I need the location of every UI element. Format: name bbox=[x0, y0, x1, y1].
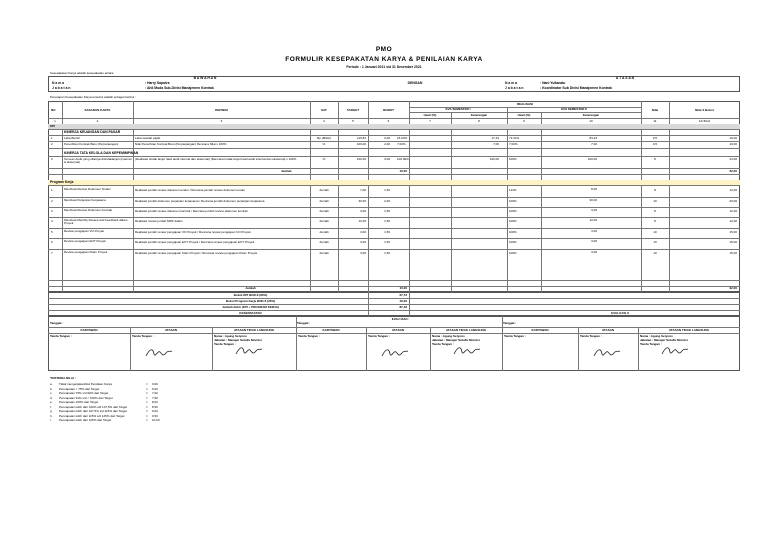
row-ket2: 7,00 bbox=[591, 142, 597, 146]
summary-akhir-value: 87,18 bbox=[399, 305, 407, 309]
header-bobot: BOBOT bbox=[383, 108, 394, 112]
header-nilai-bobot: Nilai X Bobot bbox=[695, 108, 714, 112]
row-bobot: 1,50 bbox=[384, 240, 390, 244]
dengan-label: DENGAN bbox=[407, 81, 423, 85]
kriteria-eq: = bbox=[146, 409, 148, 413]
row-ket2: 100,00 bbox=[587, 157, 597, 161]
header-nilai: Nilai bbox=[651, 108, 659, 112]
atasan-heading: A T A S A N bbox=[615, 76, 635, 80]
row-hasil2: 114% bbox=[509, 188, 517, 192]
kriteria-value: 8,50 bbox=[152, 404, 158, 409]
kriteria-eq: = bbox=[146, 382, 148, 386]
kesepakatan-label: KESEPAKATAN bbox=[239, 311, 262, 315]
form-title: FORMULIR KESEPAKATAN KARYA & PENILAIAN KARYA bbox=[285, 56, 483, 63]
tanda-tangan-karyawan: Tanda Tangan : bbox=[298, 334, 320, 338]
row-sasaran: Laba Bersih bbox=[64, 136, 81, 140]
group-tata-kelola: KINERJA TATA KELOLA DAN KEPEMIMPINAN bbox=[64, 151, 139, 155]
header-hasil2: Hasil (%) bbox=[517, 113, 531, 117]
karyawan-label: KARYAWAN bbox=[322, 328, 340, 332]
tanggal-2: Tanggal : bbox=[297, 321, 311, 325]
signature-atasan-tidak-langsung bbox=[660, 344, 690, 358]
row-sat: % bbox=[322, 142, 326, 146]
kriteria-text: Tidak mengerjakan/Ikut Penilaian Karya bbox=[59, 382, 112, 386]
row-sasaran: Review pengajuan Klaim Proyek bbox=[64, 250, 108, 254]
row-sat: Jumlah bbox=[319, 188, 329, 192]
tanda-tangan-atasan: Tanda Tangan : bbox=[580, 334, 602, 338]
evaluasi1-label: EVALUASI I bbox=[391, 317, 409, 321]
row-ket2: 3,00 bbox=[591, 239, 597, 243]
row-hasil2: 71,01% bbox=[509, 136, 520, 140]
summary-akhir-label: Jumlah Akhir (KPI + PROGRAM KERJA) bbox=[222, 305, 279, 309]
row-sasaran: Review pengajuan EOT Proyek bbox=[64, 239, 106, 243]
colnum: 4 bbox=[323, 119, 325, 123]
kriteria-value: 0,00 bbox=[152, 382, 158, 386]
row-nilai: 10 bbox=[653, 240, 657, 244]
row-bobot: 1,50 bbox=[384, 230, 390, 234]
row-definisi: Nilai Penerbitan Kontrak Baru (Perpanjangan) Rencana Nilai x 100% bbox=[135, 142, 227, 146]
tanda-tangan-karyawan: Tanda Tangan : bbox=[504, 334, 526, 338]
signature-atasan bbox=[592, 346, 622, 360]
atasan-tidak-langsung-label: ATASAN TIDAK LANGSUNG bbox=[668, 328, 710, 332]
atasan-tidak-langsung-label: ATASAN TIDAK LANGSUNG bbox=[233, 328, 275, 332]
row-sat: Rp (Miliar) bbox=[317, 136, 331, 140]
summary-jumlah-nb: 92,00 bbox=[729, 286, 737, 290]
row-nilai: 10 bbox=[653, 251, 657, 255]
row-nilai-bobot: 15,00 bbox=[729, 240, 737, 244]
row-nilai-bobot: 15,00 bbox=[729, 230, 737, 234]
row-no: 3 bbox=[51, 157, 53, 161]
summary-program-label: Bobot Program Kerja BOD-6 (20%) bbox=[225, 299, 276, 303]
row-nilai-bobot: 20,00 bbox=[729, 199, 737, 203]
kriteria-key: b. bbox=[50, 386, 53, 391]
summary-jumlah-label: Jumlah bbox=[245, 286, 256, 290]
signature-atasan-tidak-langsung bbox=[234, 344, 264, 358]
header-hasil1: Hasil (%) bbox=[423, 113, 437, 117]
row-sasaran: Membuat Review Dokumen Kontrak bbox=[64, 208, 113, 212]
row-no: 6 bbox=[51, 240, 53, 244]
bawahan-heading: B A W A H A N bbox=[193, 76, 217, 80]
colnum: 6 bbox=[387, 119, 390, 123]
kriteria-key: f. bbox=[50, 404, 52, 409]
atasan-label: ATASAN bbox=[601, 328, 615, 332]
row-nilai: 9,5 bbox=[652, 142, 658, 146]
kriteria-value: 9,00 bbox=[152, 409, 158, 413]
row-target: 3,00 bbox=[360, 251, 366, 255]
page-title: PMO bbox=[375, 46, 393, 53]
row-sat: Jumlah bbox=[319, 230, 329, 234]
colnum: 5 bbox=[352, 119, 354, 123]
row-no: 3 bbox=[51, 209, 53, 213]
row-ket1: 7,00 bbox=[493, 142, 499, 146]
summary-program-value: 46,29 bbox=[399, 299, 407, 303]
row-bobot: 1,50 bbox=[384, 251, 390, 255]
row-bobot: 1,50 bbox=[384, 188, 390, 192]
row-sat: Jumlah bbox=[319, 251, 329, 255]
kriteria-eq: = bbox=[146, 400, 148, 404]
kriteria-key: d. bbox=[50, 395, 53, 400]
row-hasil1: 7,00% bbox=[397, 142, 406, 146]
colnum: 2 bbox=[96, 119, 99, 123]
row-bobot: 2,00 bbox=[384, 199, 390, 203]
kriteria-text: Pencapaian lebih dari 100% s/d 107,5% dari Target bbox=[59, 404, 128, 409]
atl-ttd: Tanda Tangan : bbox=[432, 342, 454, 346]
row-definisi: Laba setelah pajak bbox=[135, 136, 161, 140]
row-bobot: 2,00 bbox=[384, 142, 390, 146]
row-sasaran: Membuat Review Dokumen Tender bbox=[64, 187, 111, 191]
row-sasaran: Membuat Perjanjian Kerjasama bbox=[64, 198, 106, 202]
bawahan-nama: : Harry Saputra bbox=[145, 81, 170, 85]
row-hasil2: 100% bbox=[509, 230, 517, 234]
row-no: 2 bbox=[51, 142, 53, 146]
tanda-tangan-atasan: Tanda Tangan : bbox=[132, 334, 154, 338]
jumlah-a-nb: 62,00 bbox=[729, 169, 737, 173]
kriteria-title: *KRITERIA NILAI : bbox=[50, 376, 76, 380]
kriteria-key: c. bbox=[50, 391, 53, 395]
colnum: 1 bbox=[54, 119, 56, 123]
bawahan-jabatan-label: J a b a t a n bbox=[52, 86, 71, 90]
row-nilai: 9,5 bbox=[652, 136, 658, 140]
tanggal-3: Tanggal : bbox=[503, 321, 517, 325]
summary-kpi-label: Bobot KPI BOD-6 (80%) bbox=[233, 293, 268, 297]
row-no: 1 bbox=[51, 136, 53, 140]
atl-jabatan: Jabatan : Manajer Subdiv Monitor bbox=[214, 338, 263, 342]
kriteria-text: Pencapaian < 75% dari Target bbox=[59, 386, 100, 391]
row-target: 7,00 bbox=[360, 188, 366, 192]
row-sat: Jumlah bbox=[319, 199, 329, 203]
kpi-section-label: KPI bbox=[50, 124, 56, 128]
row-nilai-bobot: 12,00 bbox=[729, 209, 737, 213]
kriteria-value: 7,50 bbox=[152, 395, 158, 400]
row-ket2: 84,23 bbox=[589, 136, 597, 140]
kriteria-value: 6,00 bbox=[152, 386, 158, 391]
header-no: NO bbox=[51, 108, 56, 112]
row-definisi: Realisasi jumlah review pengajuan Klaim Proyek / Rencana review pengajuan Klaim Proyek bbox=[135, 251, 258, 255]
intro-text: Kesepakatan Karya adalah kesepakatan antara: bbox=[50, 71, 115, 75]
row-nilai: 8 bbox=[654, 188, 656, 192]
row-target: 3,00 bbox=[360, 209, 366, 213]
signature-atasan-tidak-langsung bbox=[452, 344, 482, 358]
row-ket2: 12,00 bbox=[589, 218, 597, 222]
header-target: TARGET bbox=[346, 108, 360, 112]
kriteria-key: g. bbox=[50, 409, 53, 413]
row-hasil2: 100% bbox=[509, 157, 517, 161]
period: Periode : 1 Januari 2021 s/d 31 Desember 2021 bbox=[346, 65, 422, 69]
row-bobot: 3,00 bbox=[384, 157, 390, 161]
row-sasaran: Penerbitan Kontrak Baru (Perpanjangan) bbox=[64, 142, 119, 146]
atl-jabatan: Jabatan : Manajer Subdiv Monitor bbox=[640, 338, 689, 342]
group-keuangan: KINERJA KEUANGAN DAN PASAR bbox=[64, 130, 121, 134]
atasan-jabatan-label: J a b a t a n bbox=[505, 86, 524, 90]
header-definisi: DEFINISI bbox=[215, 108, 228, 112]
atl-nama: Nama : Agung Setyono bbox=[432, 334, 465, 338]
row-hasil2: 7,00% bbox=[509, 142, 518, 146]
row-ket1: 17,43 bbox=[491, 136, 499, 140]
kriteria-eq: = bbox=[146, 395, 148, 400]
kriteria-eq: = bbox=[146, 386, 148, 391]
program-section-label: Program Kerja bbox=[50, 180, 74, 184]
row-no: 1 bbox=[51, 188, 53, 192]
row-ket2: 3,00 bbox=[591, 250, 597, 254]
karyawan-label: KARYAWAN bbox=[531, 328, 549, 332]
row-bobot: 1,50 bbox=[384, 219, 390, 223]
row-no: 5 bbox=[51, 230, 53, 234]
kriteria-value: 9,50 bbox=[152, 413, 158, 418]
row-target: 119,84 bbox=[357, 136, 366, 140]
row-no: 2 bbox=[51, 199, 53, 203]
row-sat: Jumlah bbox=[319, 240, 329, 244]
kriteria-text: Pencapaian 91% s/d < 100% dari Target bbox=[59, 395, 113, 400]
row-nilai: 10 bbox=[653, 199, 657, 203]
colnum: 11 bbox=[653, 119, 657, 123]
row-target: 100,00 bbox=[356, 157, 366, 161]
karyawan-label: KARYAWAN bbox=[80, 328, 98, 332]
signature-atasan bbox=[380, 346, 410, 360]
row-sasaran: Temuan Audit yang sifatnya ditindaklanjuti (internal & eksternal) bbox=[64, 157, 132, 165]
row-nilai: 8 bbox=[654, 209, 656, 213]
atasan-jabatan: : Koordinator Sub Divisi Manajemen Kontrak bbox=[540, 86, 612, 90]
tanggal-1: Tanggal : bbox=[50, 321, 64, 325]
note-text: Penetapan Kesepakatan Karya tersebut adalah sebagai berikut : bbox=[50, 95, 136, 99]
row-hasil1: 16,63% bbox=[397, 136, 408, 140]
row-hasil2: 100% bbox=[509, 240, 517, 244]
header-sat: SAT bbox=[321, 108, 327, 112]
row-hasil2: 100% bbox=[509, 251, 517, 255]
kriteria-text: Pencapaian 100% dari Target bbox=[59, 400, 99, 404]
summary-kpi-value: 67,73 bbox=[399, 293, 407, 297]
signature-block bbox=[48, 316, 740, 371]
atl-ttd: Tanda Tangan : bbox=[640, 342, 662, 346]
kriteria-value: 8,00 bbox=[152, 400, 158, 404]
atl-nama: Nama : Agung Setyono bbox=[640, 334, 673, 338]
row-nilai-bobot: 12,00 bbox=[729, 219, 737, 223]
kriteria-value: 10,00 bbox=[152, 418, 160, 422]
row-target: 3,00 bbox=[360, 240, 366, 244]
atasan-label: ATASAN bbox=[164, 328, 178, 332]
colnum: 10 bbox=[589, 119, 593, 123]
kriteria-eq: = bbox=[146, 413, 148, 418]
row-definisi: Realisasi jumlah review dokumen kontrak / Rencana jumlah review dokumen kontrak bbox=[135, 209, 248, 213]
jumlah-a-bobot: 10,00 bbox=[399, 169, 407, 173]
atasan-label: ATASAN bbox=[391, 328, 405, 332]
row-no: 4 bbox=[51, 219, 53, 223]
kriteria-text: Pencapaian lebih dari 107,5% s/d 115% dari Target bbox=[59, 409, 127, 413]
header-sasaran: SASARAN KARYA bbox=[84, 108, 111, 112]
colnum: 3 bbox=[220, 119, 223, 123]
row-nilai: 8 bbox=[654, 157, 656, 161]
row-hasil2: 100% bbox=[509, 219, 517, 223]
header-evs1: EVS SEMESTER I bbox=[445, 107, 471, 111]
row-sasaran: Review pengajuan VO Proyek bbox=[64, 229, 105, 233]
row-ket2: 8,00 bbox=[591, 187, 597, 191]
atl-jabatan: Jabatan : Manajer Subdiv Monitor bbox=[432, 338, 481, 342]
kriteria-text: Pencapaian lebih dari 115% s/d 125% dari Target bbox=[59, 413, 125, 418]
kriteria-key: h. bbox=[50, 413, 53, 418]
row-hasil1: 100,00% bbox=[397, 157, 409, 161]
atl-ttd: Tanda Tangan : bbox=[214, 342, 236, 346]
tanda-tangan-karyawan: Tanda Tangan : bbox=[50, 334, 72, 338]
kriteria-text: Pencapaian 75% s/d 90% dari Target bbox=[59, 391, 109, 395]
kriteria-eq: = bbox=[146, 404, 148, 409]
kriteria-eq: = bbox=[146, 418, 148, 422]
row-hasil2: 100% bbox=[509, 199, 517, 203]
row-definisi: (Realisasi tindak lanjut hasil audit internal dan eksternal) (Rencana tindak lanjut hasil audit internal dan eksternal) x 100% bbox=[135, 157, 297, 161]
evaluasi2-label: EVALUASI II bbox=[611, 311, 629, 315]
kriteria-key: e. bbox=[50, 400, 53, 404]
row-nilai-bobot: 15,00 bbox=[729, 251, 737, 255]
row-nilai: 8 bbox=[654, 219, 656, 223]
kriteria-key: a. bbox=[50, 382, 53, 386]
header-realisasi: REALISASI bbox=[516, 102, 533, 106]
colnum: 12=8x11 bbox=[698, 119, 711, 123]
row-no: 7 bbox=[51, 251, 53, 255]
row-bobot: 2,00 bbox=[384, 136, 390, 140]
header-evs2: EVS SEMESTER II bbox=[561, 107, 587, 111]
row-bobot: 1,50 bbox=[384, 209, 390, 213]
jumlah-a-label: Jumlah bbox=[281, 169, 292, 173]
row-target: 30,00 bbox=[358, 199, 366, 203]
row-sat: % bbox=[322, 157, 326, 161]
atl-nama: Nama : Agung Setyono bbox=[214, 334, 247, 338]
kriteria-value: 7,00 bbox=[152, 391, 158, 395]
row-definisi: Realisasi jumlah review pengajuan EOT Proyek / Rencana review pengajuan EOT Proyek bbox=[135, 240, 255, 244]
header-ket1: Keterangan bbox=[470, 113, 488, 117]
colnum: 7 bbox=[429, 119, 431, 123]
signature-atasan bbox=[144, 346, 174, 360]
row-nilai-bobot: 19,00 bbox=[729, 142, 737, 146]
row-ket2: 3,00 bbox=[591, 229, 597, 233]
row-nilai-bobot: 24,00 bbox=[729, 157, 737, 161]
atasan-nama: : Nani Yulianatu bbox=[540, 81, 566, 85]
row-nilai-bobot: 12,00 bbox=[729, 188, 737, 192]
kriteria-text: Pencapaian lebih dari 125% dari Target bbox=[59, 418, 112, 422]
row-target: 12,00 bbox=[358, 219, 366, 223]
atasan-tidak-langsung-label: ATASAN TIDAK LANGSUNG bbox=[445, 328, 487, 332]
row-sasaran: Membuat Monthly Review and Feedback dalam Proyek bbox=[64, 218, 128, 226]
summary-jumlah-value: 10,00 bbox=[399, 286, 407, 290]
row-definisi: Realisasi jumlah review pengajuan VO Proyek / Rencana review pengajuan VO Proyek bbox=[135, 230, 251, 234]
row-nilai: 10 bbox=[653, 230, 657, 234]
kriteria-eq: = bbox=[146, 391, 148, 395]
atasan-nama-label: N a m a bbox=[505, 81, 518, 85]
row-sat: Jumlah bbox=[319, 209, 329, 213]
row-nilai-bobot: 19,00 bbox=[729, 136, 737, 140]
row-target: 3,00 bbox=[360, 230, 366, 234]
colnum: 8 bbox=[478, 119, 480, 123]
header-ket2: Keterangan bbox=[582, 113, 600, 117]
row-definisi: Realisasi jumlah review dokumen tender / Rencana jumlah review dokumen tender bbox=[135, 188, 246, 192]
kriteria-key: i. bbox=[50, 418, 52, 422]
tanda-tangan-atasan: Tanda Tangan : bbox=[368, 334, 390, 338]
row-ket1: 100,00 bbox=[489, 157, 499, 161]
bawahan-nama-label: N a m a bbox=[52, 81, 65, 85]
bawahan-jabatan: : Ahli Muda Sub-Divisi Manajemen Kontrak bbox=[145, 86, 214, 90]
row-ket2: 3,00 bbox=[591, 208, 597, 212]
row-target: 100,00 bbox=[356, 142, 366, 146]
row-definisi: Realisasi jumlah dokumen perjanjian kerjasama / Rencana jumlah dokumen perjanjian kerjasama bbox=[135, 199, 265, 203]
row-definisi: Realisasi review jumlah MRF dalam bbox=[135, 219, 183, 223]
colnum: 9 bbox=[523, 119, 525, 123]
row-hasil2: 100% bbox=[509, 209, 517, 213]
row-sat: Jumlah bbox=[319, 219, 329, 223]
row-ket2: 30,00 bbox=[589, 198, 597, 202]
